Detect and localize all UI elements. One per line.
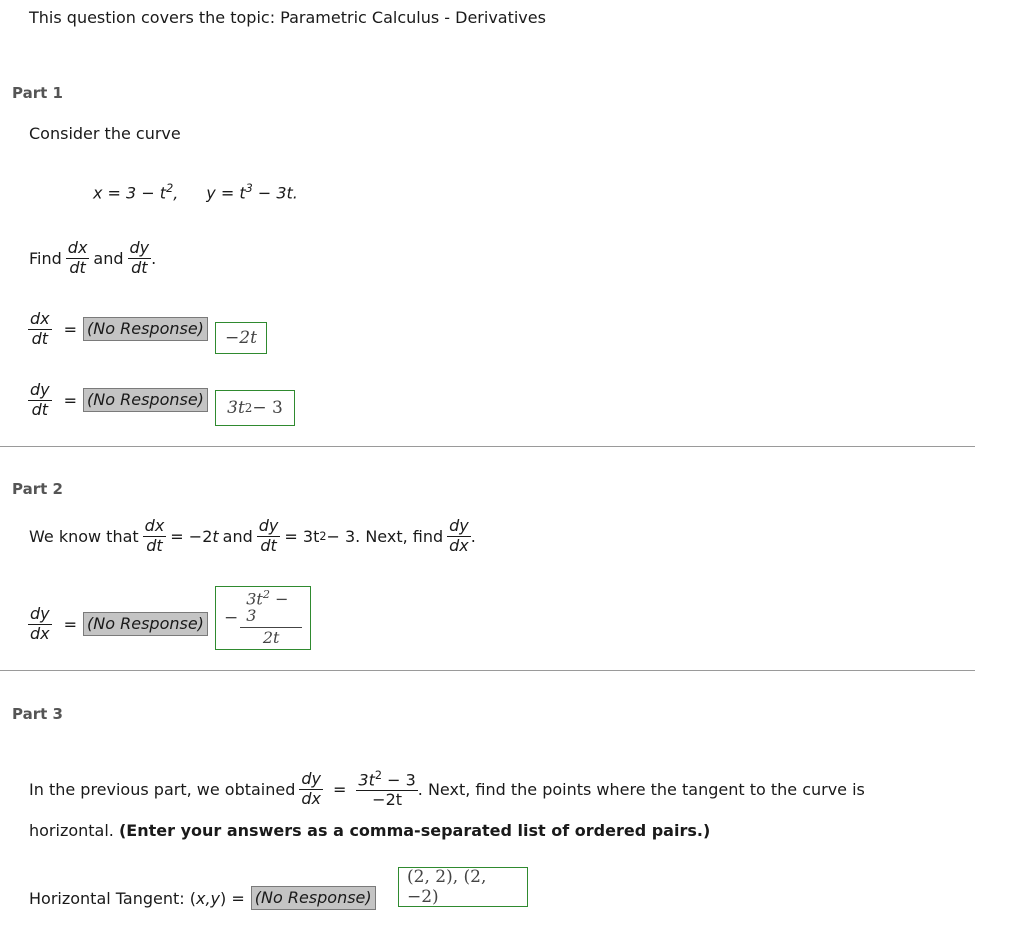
tangent-response-field[interactable]: (No Response) <box>251 886 376 910</box>
tangent-correct-answer: (2, 2), (2, −2) <box>398 867 528 907</box>
divider-part2 <box>0 670 975 671</box>
dydx-label-fraction: $\frac{dy}{dx}$ <box>30 604 50 643</box>
dydx-response-field[interactable]: (No Response) <box>83 612 208 636</box>
part-3-instructions: horizontal. (Enter your answers as a comma-separated list of ordered pairs.) <box>29 821 711 840</box>
dydt-answer-row: $\frac{dy}{dt}$ = (No Response) <box>28 382 208 419</box>
part-2-statement: We know that $\frac{dx}{dt}$ = −2 t and $\frac{dy}{dt}$ = 3t 2 − 3. Next, find $\frac{dy}{dx}$ . <box>29 516 476 555</box>
dydx-correct-answer: − $\frac{3t^2 - 3}{2t}$ <box>215 586 311 650</box>
dxdt-correct-answer: −2t <box>215 322 267 354</box>
topic-text: This question covers the topic: Parametric Calculus - Derivatives <box>29 8 546 27</box>
dxdt-fraction: $\frac{dx}{dt}$ <box>144 516 165 555</box>
divider-part1 <box>0 446 975 447</box>
dydt-correct-answer: 3t 2 − 3 <box>215 390 295 426</box>
dydt-label-fraction: $\frac{dy}{dt}$ <box>30 380 50 419</box>
part-1-intro: Consider the curve <box>29 124 181 143</box>
dydt-fraction: $\frac{dy}{dt}$ <box>258 516 279 555</box>
slope-fraction: $\frac{3t^2 - 3}{-2t}$ <box>358 769 416 810</box>
dxdt-answer-row: $\frac{dx}{dt}$ = (No Response) <box>28 311 208 348</box>
tangent-label: Horizontal Tangent: (x,y) = <box>29 888 245 908</box>
part-2-title: Part 2 <box>12 480 63 498</box>
we-know-text: We know that <box>29 526 139 546</box>
dydt-response-field[interactable]: (No Response) <box>83 388 208 412</box>
dy-dt-fraction: $\frac{dy}{dt}$ <box>129 238 150 277</box>
dxdt-label-fraction: $\frac{dx}{dt}$ <box>30 309 50 348</box>
x-equation: $x = 3 - t^2$, <box>93 182 179 203</box>
dydx-fraction: $\frac{dy}{dx}$ <box>449 516 469 555</box>
curve-equations <box>93 182 298 202</box>
dydx-answer-row: $\frac{dy}{dx}$ = (No Response) <box>28 606 208 643</box>
format-instruction: (Enter your answers as a comma-separated list of ordered pairs.) <box>118 821 711 840</box>
find-derivatives-line: Find $\frac{dx}{dt}$ and $\frac{dy}{dt}$ . <box>29 238 157 277</box>
and-label: and <box>93 248 124 268</box>
dydx-fraction-p3: $\frac{dy}{dx}$ <box>301 769 322 808</box>
y-equation: $y = t^3 - 3t$. <box>206 182 298 203</box>
previous-part-text: In the previous part, we obtained <box>29 779 296 799</box>
dxdt-response-field[interactable]: (No Response) <box>83 317 208 341</box>
horizontal-tangent-row <box>29 886 376 910</box>
part-3-statement: In the previous part, we obtained $\frac{dy}{dx}$ = $\frac{3t^2 - 3}{-2t}$ . Next, find the points where the tangent to the curve is <box>29 769 865 810</box>
part-3-title: Part 3 <box>12 705 63 723</box>
find-label: Find <box>29 248 62 268</box>
part-1-title: Part 1 <box>12 84 63 102</box>
dx-dt-fraction: $\frac{dx}{dt}$ <box>67 238 88 277</box>
